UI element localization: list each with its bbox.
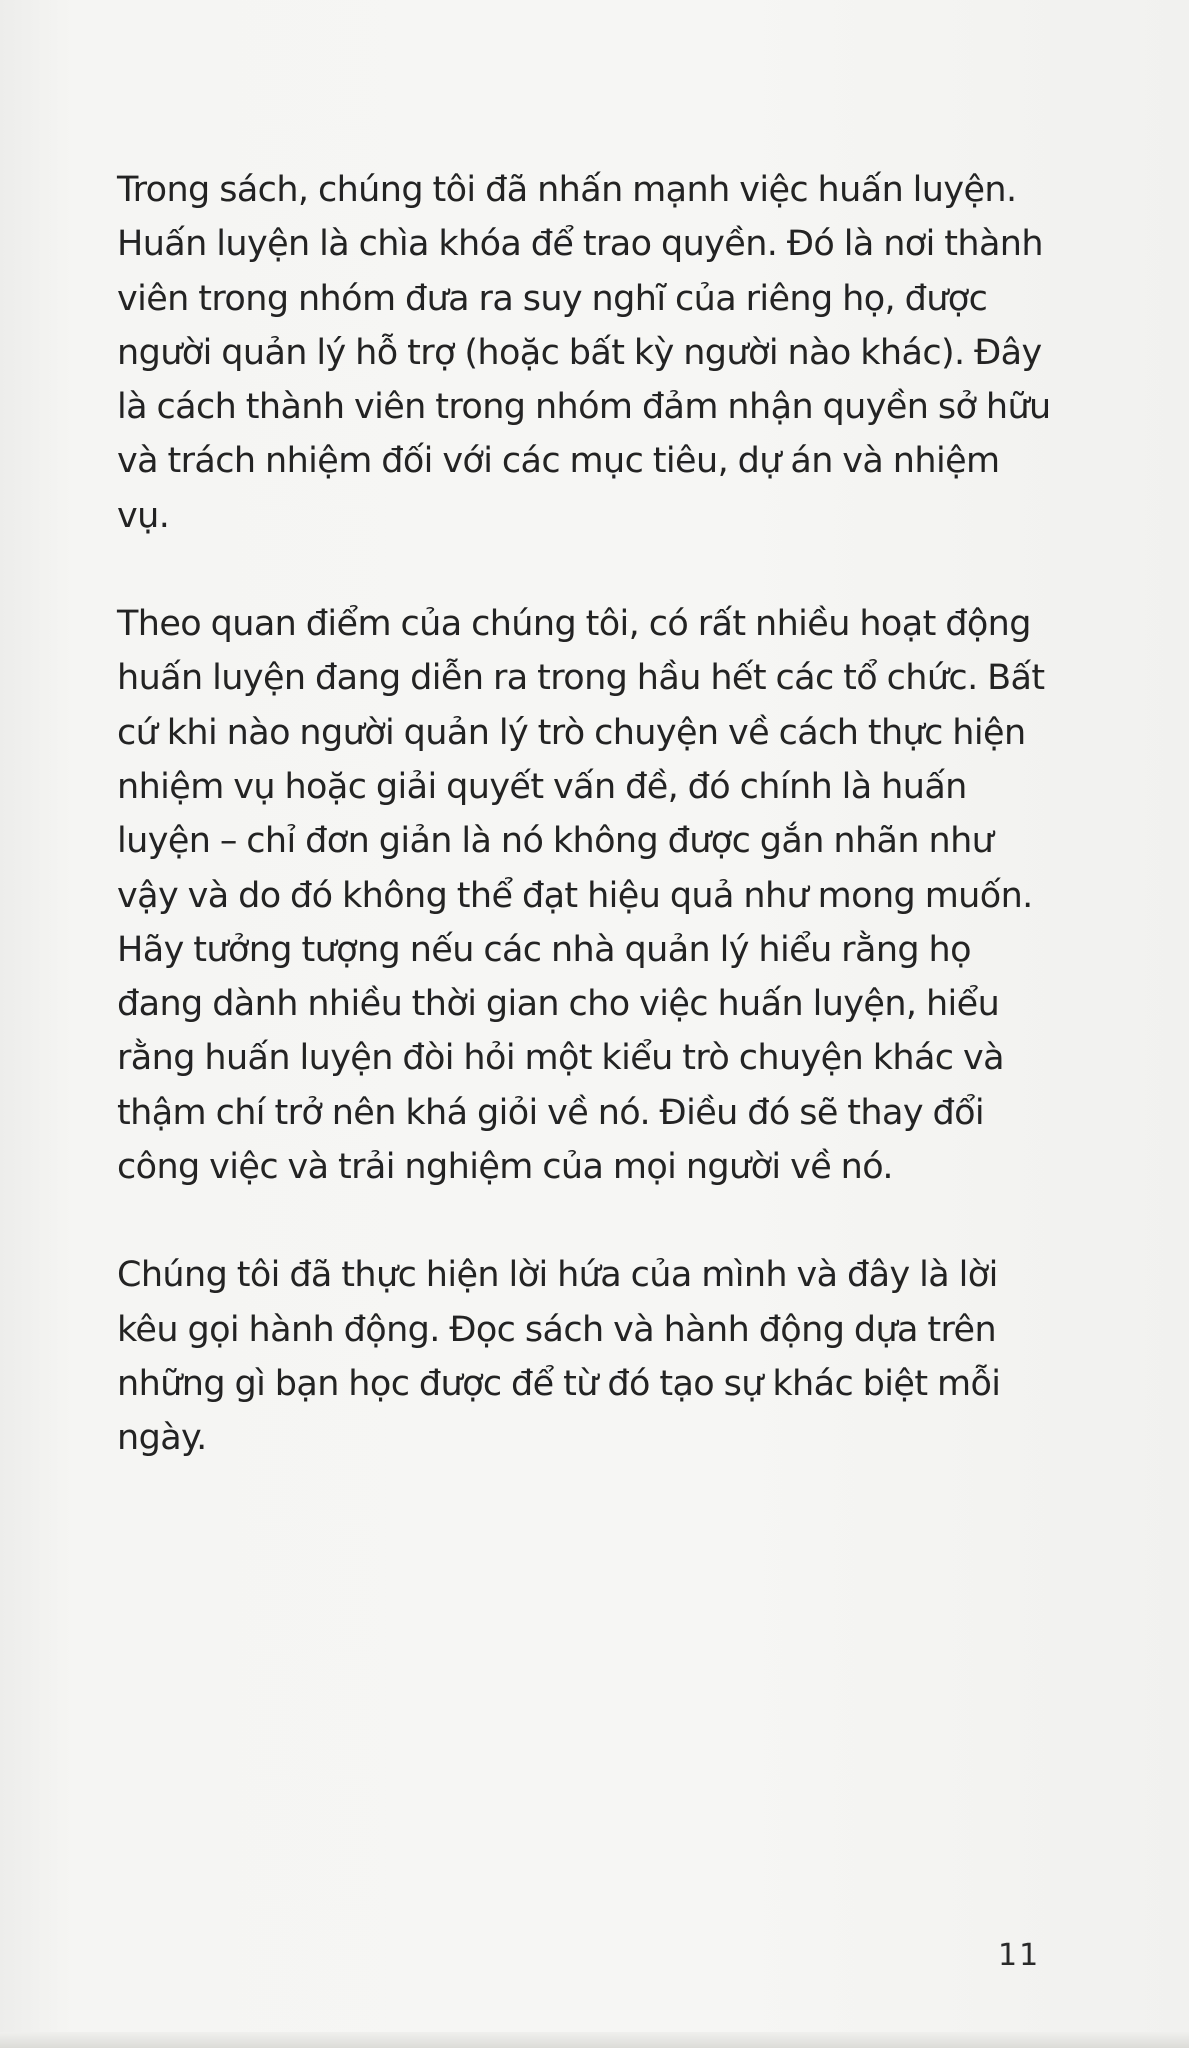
paragraph-3: Chúng tôi đã thực hiện lời hứa của mình và đây là lời kêu gọi hành động. Đọc sách và hành động dựa trên những gì bạn học được để từ đó tạo sự khác biệt mỗi ngày. <box>117 1255 1001 1459</box>
paragraph-1: Trong sách, chúng tôi đã nhấn mạnh việc huấn luyện. Huấn luyện là chìa khóa để trao quyền. Đó là nơi thành viên trong nhóm đưa ra suy nghĩ của riêng họ, được người quản lý hỗ trợ (hoặc bất kỳ người nào khác). Đây là cách thành viên trong nhóm đảm nhận quyền sở hữu và trách nhiệm đối với các mục tiêu, dự án và nhiệm vụ. <box>117 170 1051 536</box>
paragraph-2: Theo quan điểm của chúng tôi, có rất nhiều hoạt động huấn luyện đang diễn ra trong hầu hết các tổ chức. Bất cứ khi nào người quản lý trò chuyện về cách thực hiện nhiệm vụ hoặc giải quyết vấn đề, đó chính là huấn luyện – chỉ đơn giản là nó không được gắn nhãn như vậy và do đó không thể đạt hiệu quả như mong muốn. Hãy tưởng tượng nếu các nhà quản lý hiểu rằng họ đang dành nhiều thời gian cho việc huấn luyện, hiểu rằng huấn luyện đòi hỏi một kiểu trò chuyện khác và thậm chí trở nên khá giỏi về nó. Điều đó sẽ thay đổi công việc và trải nghiệm của mọi người về nó. <box>117 604 1045 1188</box>
page-number: 11 <box>998 1938 1041 1973</box>
page-bottom-edge <box>0 2032 1189 2048</box>
body-text <box>117 163 1052 1520</box>
